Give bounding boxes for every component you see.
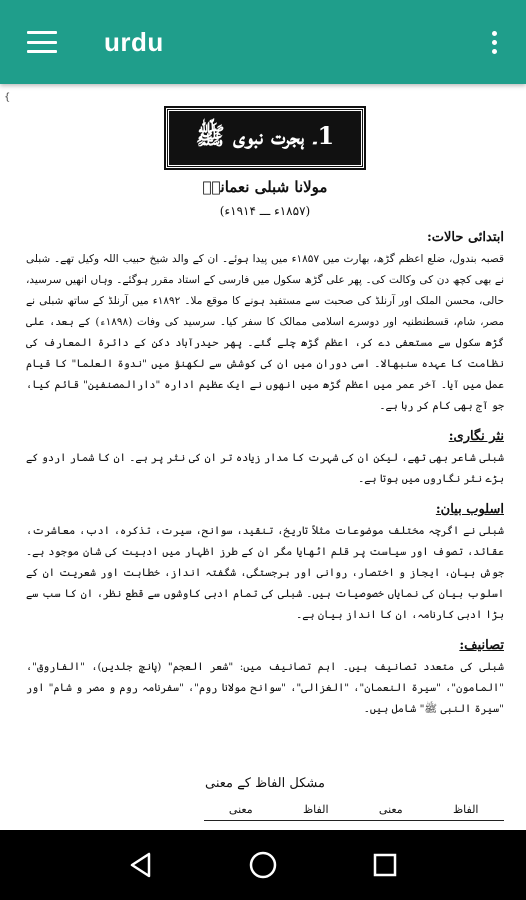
author-name: مولانا شبلی نعمانیؒ bbox=[202, 178, 328, 196]
chapter-heading: 1۔ ہجرت نبوی ﷺ bbox=[166, 108, 364, 168]
section-title-prose: نثر نگاری: bbox=[448, 429, 504, 444]
system-nav-bar bbox=[0, 830, 526, 900]
document-viewer[interactable] bbox=[0, 84, 526, 830]
glossary-header-word: الفاظ bbox=[427, 799, 504, 821]
back-button[interactable] bbox=[111, 835, 171, 895]
app-bar bbox=[0, 0, 526, 84]
section-body-style: شبلی نے اگرچہ مختلف موضوعات مثلاً تاریخ، تنقید، سوانح، سیرت، تذکرہ، ادب، معاشرت، عقائد، تصوف اور سیاست پر قلم اٹھایا مگر ان کے طرز اظہار میں ادبیت کی شان موجود ہے۔ جوش بیان، ایجاز و اختصار، روانی اور برجستگی، شگفتہ انداز، خطابت اور شعریت ان کے اسلوب بیان کی نمایاں خصوصیات ہیں۔ شبلی کی تمام ادبی کاوشوں سے قطع نظر، ان کا سب سے بڑا ادبی کارنامہ، ان کا انداز بیان ہے۔ bbox=[26, 525, 504, 621]
glossary-header-meaning: معنی bbox=[204, 799, 278, 821]
glossary-title: مشکل الفاظ کے معنی bbox=[205, 776, 325, 791]
glossary-table bbox=[204, 799, 504, 821]
glossary-header-meaning: معنی bbox=[354, 799, 427, 821]
home-button[interactable] bbox=[233, 835, 293, 895]
section-body-prose: شبلی شاعر بھی تھے، لیکن ان کی شہرت کا مدار زیادہ تر ان کی نثر پر ہے۔ ان کا شمار اردو کے بڑے نثر نگاروں میں ہوتا ہے۔ bbox=[26, 452, 504, 485]
document-page bbox=[26, 102, 504, 821]
more-vert-icon[interactable] bbox=[474, 0, 514, 84]
home-circle-icon bbox=[248, 850, 278, 880]
section-title-style: اسلوب بیان: bbox=[435, 502, 504, 517]
hamburger-menu-icon bbox=[27, 31, 57, 53]
author-years: (۱۸۵۷ء ـــ ۱۹۱۴ء) bbox=[219, 204, 311, 218]
section-title-works: تصانیف: bbox=[459, 638, 504, 653]
section-title-early-life: ابتدائی حالات: bbox=[426, 230, 504, 245]
page-edge-mark: { bbox=[4, 92, 11, 103]
hamburger-menu-button[interactable] bbox=[10, 0, 74, 84]
glossary-header-word: الفاظ bbox=[278, 799, 355, 821]
recents-square-icon bbox=[372, 852, 398, 878]
recents-button[interactable] bbox=[355, 835, 415, 895]
section-body-works: شبلی کی متعدد تصانیف ہیں۔ اہم تصانیف میں: "شعر العجم" (پانچ جلدیں)، "الفاروق"، "المامون"، "سیرۃ النعمان"، "الغزالی"، "سوانح مولانا روم"، "سفرنامہ روم و مصر و شام" اور "سیرۃ النبی ﷺ" شامل ہیں۔ bbox=[26, 661, 504, 715]
app-title: urdu bbox=[104, 26, 164, 57]
back-triangle-icon bbox=[127, 851, 155, 879]
section-body-early-life: قصبہ بندول، ضلع اعظم گڑھ، بھارت میں ۱۸۵۷ء میں پیدا ہوئے۔ ان کے والد شیخ حبیب اللہ وکیل تھے۔ شبلی نے بھی کچھ دن کی وکالت کی۔ پھر علی گڑھ سکول میں فارسی کے استاد مقرر ہوگئے۔ وہاں انھیں سرسید، حالی، محسن الملک اور آرنلڈ کی صحبت سے مستفید ہونے کا موقع ملا۔ ۱۸۹۲ء میں آرنلڈ کے ساتھ شبلی نے مصر، شام، قسطنطنیہ اور دوسرے اسلامی ممالک کا سفر کیا۔ سرسید کی وفات (۱۸۹۸ء) کے بعد، علی گڑھ سکول سے مستعفی دے کر، اعظم گڑھ چلے گئے۔ پھر حیدرآباد دکن کے دائرۃ المعارف کی نظامت کا عہدہ سنبھالا۔ اسی دوران میں ان کی کوشش سے لکھنؤ میں "ندوۃ العلما" کا قیام عمل میں آیا۔ آخر عمر میں اعظم گڑھ میں انھوں نے ایک عظیم ادارہ "دارالمصنفین" قائم کیا، جو آج بھی کام کر رہا ہے۔ bbox=[26, 253, 504, 412]
